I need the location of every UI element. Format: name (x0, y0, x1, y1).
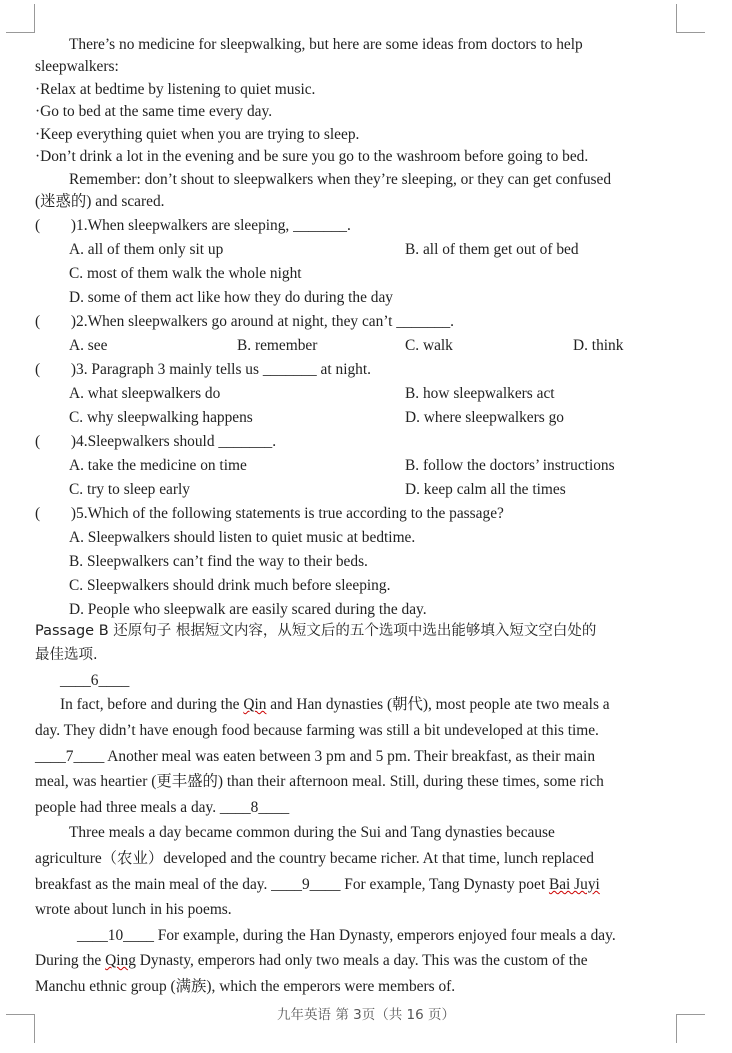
paragraph-line: day. They didn’t have enough food because farming was still a bit undeveloped at this time. (35, 722, 599, 739)
paragraph-line: ____10____ For example, during the Han Dynasty, emperors enjoyed four meals a day. (77, 927, 616, 944)
option-c: C. walk (405, 337, 453, 354)
paragraph-line: In fact, before and during the Qin and Han dynasties (朝代), most people ate two meals a (60, 696, 610, 713)
option-c: C. most of them walk the whole night (69, 265, 302, 282)
paragraph-line: people had three meals a day. ____8____ (35, 799, 290, 816)
passage-a-line: ·Don’t drink a lot in the evening and be sure you go to the washroom before going to bed. (35, 148, 589, 165)
option-d: D. some of them act like how they do during the day (69, 289, 393, 306)
option-c: C. why sleepwalking happens (69, 409, 253, 426)
option-d: D. People who sleepwalk are easily scared during the day. (69, 601, 427, 618)
paragraph-line: breakfast as the main meal of the day. ____9____ For example, Tang Dynasty poet Bai Juyi (35, 876, 600, 893)
paragraph-line: Manchu ethnic group (满族), which the emperors were members of. (35, 978, 456, 995)
paragraph-line: meal, was heartier (更丰盛的) than their afternoon meal. Still, during these times, some rich (35, 773, 604, 790)
option-d: D. keep calm all the times (405, 481, 566, 498)
passage-b-heading: Passage B 还原句子 根据短文内容，从短文后的五个选项中选出能够填入短文空白处的 (35, 623, 597, 639)
passage-a-line: (迷惑的) and scared. (35, 193, 165, 210)
option-d: D. think (573, 337, 624, 354)
crop-mark-top-left (6, 4, 35, 33)
option-a: A. see (69, 337, 108, 354)
option-a: A. Sleepwalkers should listen to quiet music at bedtime. (69, 529, 416, 546)
question-stem: ( )2.When sleepwalkers go around at night, they can’t _______. (35, 313, 455, 330)
paragraph-line: During the Qing Dynasty, emperors had only two meals a day. This was the custom of the (35, 952, 588, 969)
passage-b-heading: 最佳选项. (35, 647, 98, 663)
option-d: D. where sleepwalkers go (405, 409, 564, 426)
passage-a-line: sleepwalkers: (35, 58, 119, 75)
passage-a-line: ·Keep everything quiet when you are trying to sleep. (35, 126, 360, 143)
option-a: A. what sleepwalkers do (69, 385, 221, 402)
option-b: B. remember (237, 337, 318, 354)
option-b: B. follow the doctors’ instructions (405, 457, 615, 474)
question-stem: ( )5.Which of the following statements is true according to the passage? (35, 505, 504, 522)
passage-a-line: ·Go to bed at the same time every day. (35, 103, 273, 120)
paragraph-line: agriculture（农业）developed and the country became richer. At that time, lunch replaced (35, 850, 594, 867)
option-a: A. all of them only sit up (69, 241, 224, 258)
question-stem: ( )1.When sleepwalkers are sleeping, _______. (35, 217, 351, 234)
passage-a-line: ·Relax at bedtime by listening to quiet music. (35, 81, 316, 98)
page-footer: 九年英语 第 3页（共 16 页） (277, 1007, 455, 1023)
option-b: B. how sleepwalkers act (405, 385, 555, 402)
paragraph-line: ____7____ Another meal was eaten between 3 pm and 5 pm. Their breakfast, as their main (35, 748, 596, 765)
option-b: B. Sleepwalkers can’t find the way to their beds. (69, 553, 368, 570)
option-c: C. try to sleep early (69, 481, 190, 498)
crop-mark-top-right (676, 4, 705, 33)
passage-a-line: Remember: don’t shout to sleepwalkers when they’re sleeping, or they can get confused (69, 171, 612, 188)
option-a: A. take the medicine on time (69, 457, 247, 474)
paragraph-line: Three meals a day became common during the Sui and Tang dynasties because (69, 824, 555, 841)
question-stem: ( )4.Sleepwalkers should _______. (35, 433, 277, 450)
option-b: B. all of them get out of bed (405, 241, 579, 258)
paragraph-line: wrote about lunch in his poems. (35, 901, 232, 918)
option-c: C. Sleepwalkers should drink much before sleeping. (69, 577, 391, 594)
blank-6: ____6____ (60, 672, 130, 689)
passage-a-line: There’s no medicine for sleepwalking, but here are some ideas from doctors to help (69, 36, 583, 53)
question-stem: ( )3. Paragraph 3 mainly tells us _______ at night. (35, 361, 371, 378)
